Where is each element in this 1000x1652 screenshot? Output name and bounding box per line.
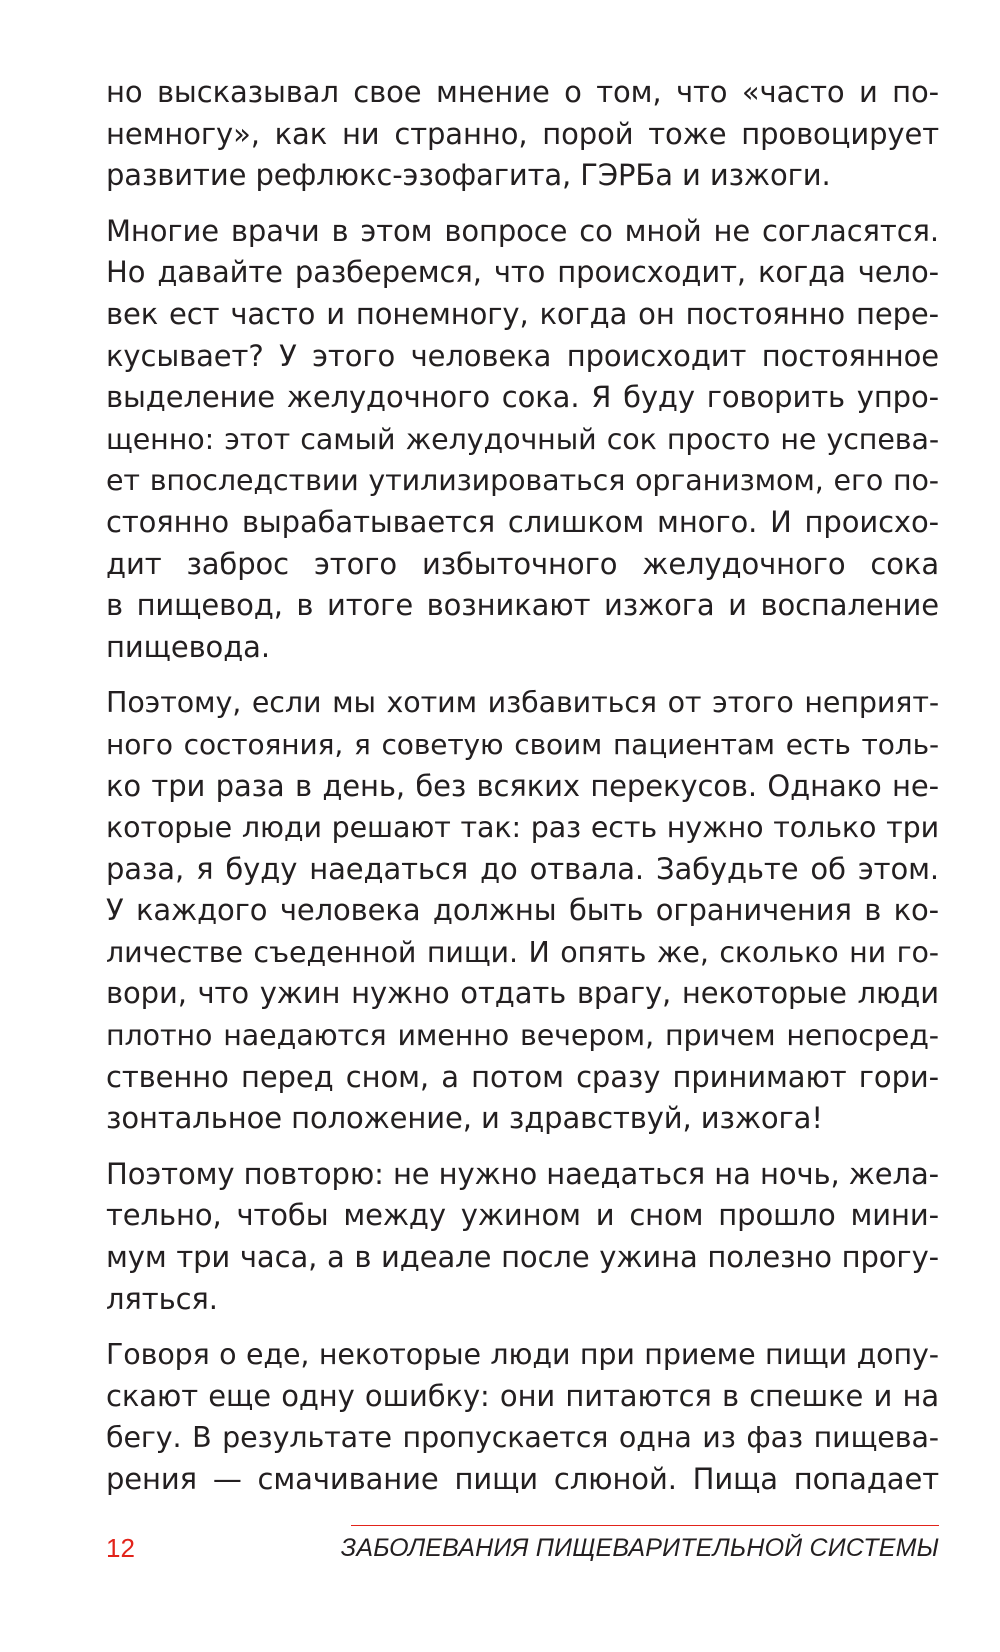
- text-line: Поэтому, если мы хотим избавиться от этого неприят-: [106, 686, 939, 720]
- running-title: ЗАБОЛЕВАНИЯ ПИЩЕВАРИТЕЛЬНОЙ СИСТЕМЫ: [340, 1534, 939, 1562]
- text-line: кусывает? У этого человека происходит постоянное: [106, 338, 939, 373]
- page-number: 12: [106, 1533, 135, 1563]
- text-line: Многие врачи в этом вопросе со мной не согласятся.: [106, 213, 939, 248]
- text-line: зонтальное положение, и здравствуй, изжога!: [106, 1101, 823, 1136]
- text-line: плотно наедаются именно вечером, причем непосред-: [106, 1019, 939, 1053]
- footer-rule: [351, 1525, 939, 1526]
- text-line: рения — смачивание пищи слюной. Пища попадает: [106, 1462, 939, 1496]
- text-line: тельно, чтобы между ужином и сном прошло мини-: [106, 1198, 939, 1233]
- text-line: в пищевод, в итоге возникают изжога и воспаление: [106, 588, 939, 623]
- text-line: век ест часто и понемногу, когда он постоянно пере-: [106, 296, 939, 331]
- text-line: дит заброс этого избыточного желудочного сока: [106, 546, 939, 581]
- body-text: [106, 72, 939, 1515]
- text-line: скают еще одну ошибку: они питаются в спешке и на: [106, 1378, 939, 1413]
- text-line: Но давайте разберемся, что происходит, когда чело-: [106, 255, 939, 290]
- text-line: развитие рефлюкс-эзофагита, ГЭРБа и изжоги.: [106, 158, 831, 193]
- text-line: ко три раза в день, без всяких перекусов. Однако не-: [106, 768, 939, 803]
- text-line: ственно перед сном, а потом сразу принимают гори-: [106, 1059, 939, 1094]
- text-line: но высказывал свое мнение о том, что «часто и по-: [106, 75, 939, 109]
- text-line: Поэтому повторю: не нужно наедаться на ночь, жела-: [106, 1156, 939, 1191]
- text-line: Говоря о еде, некоторые люди при приеме пищи допу-: [106, 1338, 939, 1372]
- text-line: ного состояния, я советую своим пациентам есть толь-: [106, 727, 939, 761]
- paragraph-3: [106, 682, 939, 1140]
- text-line: ляться.: [106, 1281, 218, 1316]
- text-line: раза, я буду наедаться до отвала. Забудьте об этом.: [106, 851, 939, 886]
- text-line: У каждого человека должны быть ограничения в ко-: [106, 893, 939, 928]
- text-line: щенно: этот самый желудочный сок просто не успева-: [106, 422, 939, 456]
- paragraph-5: [106, 1334, 939, 1500]
- paragraph-4: [106, 1154, 939, 1320]
- text-line: ет впоследствии утилизироваться организмом, его по-: [106, 464, 939, 498]
- text-line: вори, что ужин нужно отдать врагу, некоторые люди: [106, 976, 939, 1011]
- page-footer: [106, 1528, 939, 1568]
- text-line: которые люди решают так: раз есть нужно только три: [106, 811, 939, 845]
- text-line: стоянно вырабатывается слишком много. И происхо-: [106, 504, 939, 539]
- text-line: немногу», как ни странно, порой тоже провоцирует: [106, 116, 939, 151]
- paragraph-2: [106, 211, 939, 669]
- text-line: личестве съеденной пищи. И опять же, сколько ни го-: [106, 935, 939, 969]
- text-line: пищевода.: [106, 629, 270, 664]
- paragraph-1: [106, 72, 939, 197]
- text-line: мум три часа, а в идеале после ужина полезно прогу-: [106, 1240, 939, 1275]
- text-line: выделение желудочного сока. Я буду говорить упро-: [106, 380, 939, 415]
- text-line: бегу. В результате пропускается одна из фаз пищева-: [106, 1421, 939, 1455]
